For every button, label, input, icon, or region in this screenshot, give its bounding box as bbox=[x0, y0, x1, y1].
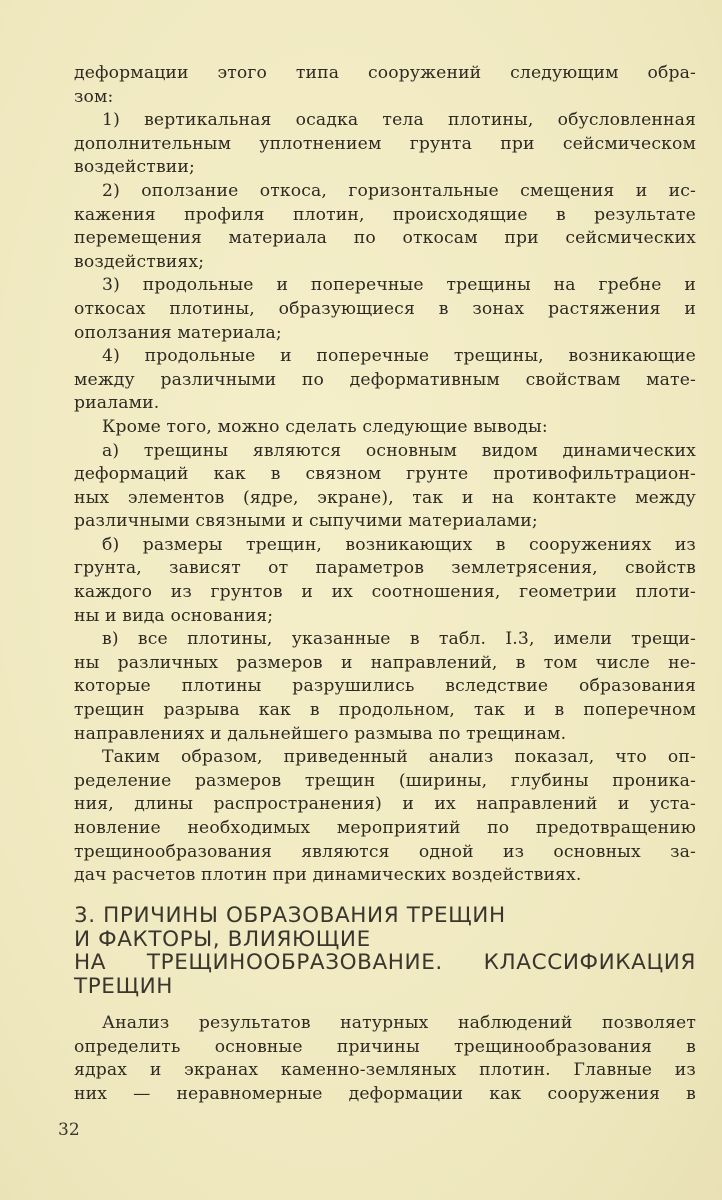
paragraph-line: дач расчетов плотин при динамических воздействиях. bbox=[74, 865, 582, 886]
paragraph-line: риалами. bbox=[74, 393, 160, 414]
paragraph-line: Анализ результатов натурных наблюдений позволяет bbox=[102, 1013, 696, 1033]
paragraph-line: трещин разрыва как в продольном, так и в поперечном bbox=[74, 700, 696, 721]
heading-line: 3. ПРИЧИНЫ ОБРАЗОВАНИЯ ТРЕЩИН bbox=[74, 903, 506, 928]
paragraph-line: деформаций как в связном грунте противофильтрацион- bbox=[74, 464, 696, 485]
paragraph-line: 4) продольные и поперечные трещины, возникающие bbox=[102, 346, 696, 367]
paragraph-line: воздействии; bbox=[74, 157, 195, 178]
paragraph-line: воздействиях; bbox=[74, 251, 205, 272]
paragraph-line: новление необходимых мероприятий по предотвращению bbox=[74, 818, 696, 838]
paragraph-line: б) размеры трещин, возникающих в сооружениях из bbox=[102, 534, 696, 555]
page-number: 32 bbox=[58, 1120, 80, 1140]
heading-line: НА ТРЕЩИНООБРАЗОВАНИЕ. КЛАССИФИКАЦИЯ bbox=[74, 950, 696, 975]
body-text bbox=[74, 62, 696, 888]
paragraph-line: а) трещины являются основным видом динамических bbox=[102, 440, 696, 461]
paragraph-line: между различными по деформативным свойствам мате- bbox=[74, 369, 696, 390]
section-body-text bbox=[74, 1012, 696, 1106]
heading-line: ТРЕЩИН bbox=[74, 973, 174, 999]
paragraph-line: в) все плотины, указанные в табл. I.3, имели трещи- bbox=[102, 629, 696, 650]
paragraph-line: деформации этого типа сооружений следующим обра- bbox=[74, 63, 696, 83]
paragraph-line: 2) оползание откоса, горизонтальные смещения и ис- bbox=[102, 180, 696, 201]
paragraph-line: перемещения материала по откосам при сейсмических bbox=[74, 228, 696, 249]
paragraph-line: них — неравномерные деформации как сооружения в bbox=[74, 1083, 696, 1104]
section-heading bbox=[74, 904, 696, 998]
paragraph-line: оползания материала; bbox=[74, 322, 282, 343]
paragraph-line: откосах плотины, образующиеся в зонах растяжения и bbox=[74, 298, 696, 319]
paragraph-line: дополнительным уплотнением грунта при сейсмическом bbox=[74, 133, 696, 154]
paragraph-line: ядрах и экранах каменно-земляных плотин. Главные из bbox=[74, 1060, 696, 1081]
paragraph-line: кажения профиля плотин, происходящие в результате bbox=[74, 204, 696, 225]
paragraph-line: 1) вертикальная осадка тела плотины, обусловленная bbox=[102, 110, 696, 131]
paragraph-line: определить основные причины трещинообразования в bbox=[74, 1036, 696, 1057]
paragraph-line: которые плотины разрушились вследствие образования bbox=[74, 676, 696, 697]
paragraph-line: ны и вида основания; bbox=[74, 605, 274, 626]
paragraph-line: Таким образом, приведенный анализ показал, что оп- bbox=[102, 747, 696, 768]
paragraph-line: ния, длины распространения) и их направлений и уста- bbox=[74, 794, 696, 815]
paragraph-line: различными связными и сыпучими материалами; bbox=[74, 511, 538, 532]
paragraph-line: направлениях и дальнейшего размыва по трещинам. bbox=[74, 723, 567, 744]
paragraph-line: 3) продольные и поперечные трещины на гребне и bbox=[102, 275, 696, 296]
paragraph-line: ределение размеров трещин (ширины, глубины проника- bbox=[74, 770, 696, 791]
heading-line: И ФАКТОРЫ, ВЛИЯЮЩИЕ bbox=[74, 926, 371, 952]
paragraph-line: ны различных размеров и направлений, в том числе не- bbox=[74, 652, 696, 673]
paragraph-line: каждого из грунтов и их соотношения, геометрии плоти- bbox=[74, 582, 696, 603]
paragraph-line: трещинообразования являются одной из основных за- bbox=[74, 841, 696, 862]
paragraph-line: грунта, зависят от параметров землетрясения, свойств bbox=[74, 558, 696, 579]
paragraph-line: зом: bbox=[74, 86, 114, 107]
paragraph-line: Кроме того, можно сделать следующие выводы: bbox=[102, 416, 548, 437]
paragraph-line: ных элементов (ядре, экране), так и на контакте между bbox=[74, 487, 696, 508]
